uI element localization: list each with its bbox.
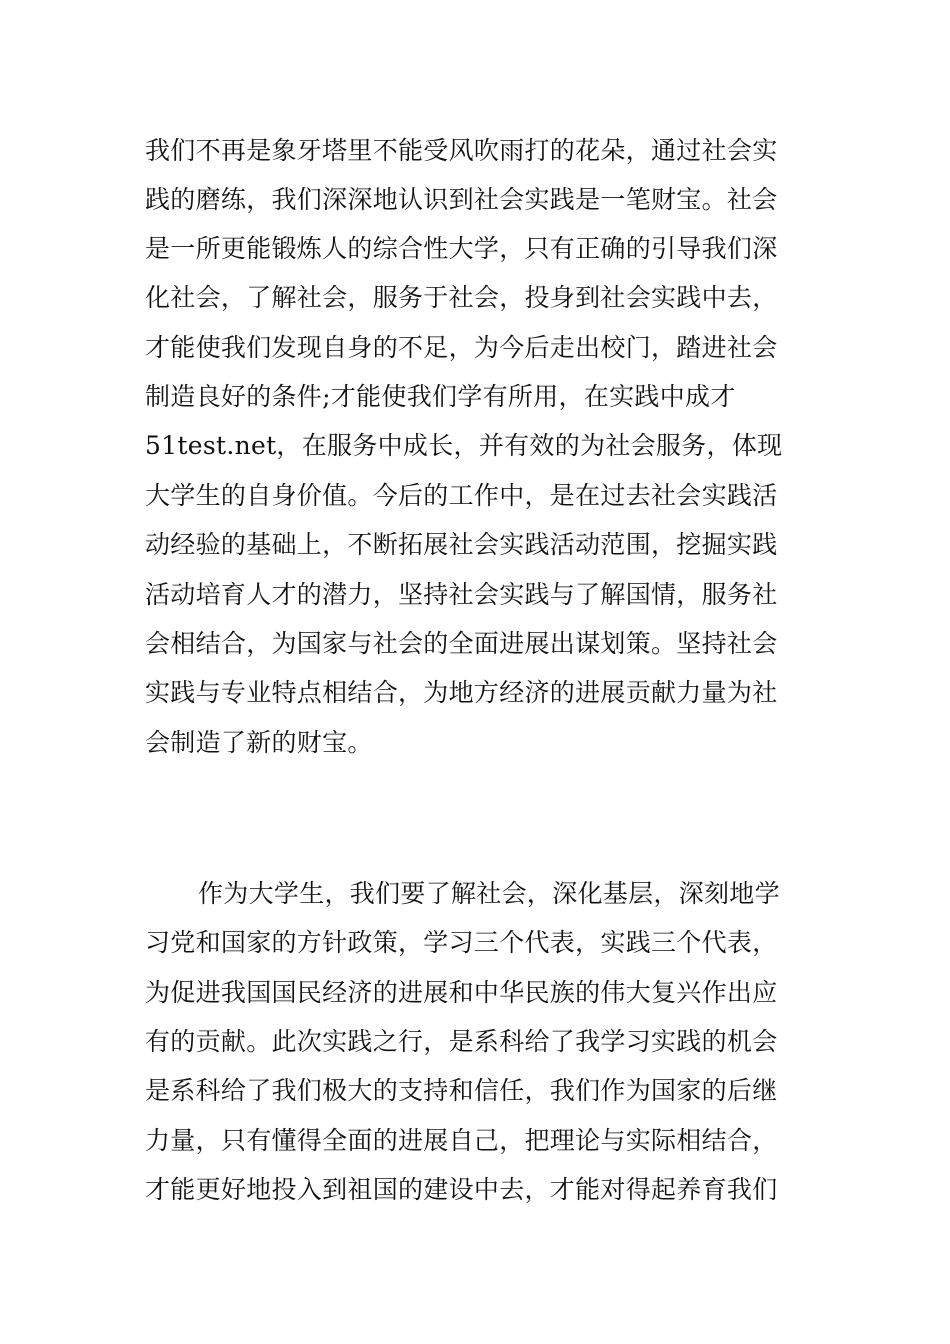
paragraph-2-line: 是系科给了我们极大的支持和信任，我们作为国家的后继 bbox=[145, 1076, 778, 1105]
paragraph-1-line: 51test.net，在服务中成长，并有效的为社会服务，体现 bbox=[145, 431, 783, 460]
paragraph-1-line: 制造良好的条件;才能使我们学有所用，在实践中成才 bbox=[145, 382, 736, 411]
paragraph-1-line: 活动培育人才的潜力，坚持社会实践与了解国情，服务社 bbox=[145, 580, 778, 609]
paragraph-2-line: 有的贡献。此次实践之行，是系科给了我学习实践的机会 bbox=[145, 1027, 778, 1056]
paragraph-1-line: 是一所更能锻炼人的综合性大学，只有正确的引导我们深 bbox=[145, 234, 778, 263]
paragraph-1-line: 化社会，了解社会，服务于社会，投身到社会实践中去， bbox=[145, 283, 778, 312]
paragraph-2-line: 力量，只有懂得全面的进展自己，把理论与实际相结合， bbox=[145, 1126, 778, 1155]
paragraph-2-line: 习党和国家的方针政策，学习三个代表，实践三个代表， bbox=[145, 928, 778, 957]
paragraph-1-line: 会相结合，为国家与社会的全面进展出谋划策。坚持社会 bbox=[145, 629, 778, 658]
paragraph-1-line: 践的磨练，我们深深地认识到社会实践是一笔财宝。社会 bbox=[145, 185, 778, 214]
paragraph-2-line: 为促进我国国民经济的进展和中华民族的伟大复兴作出应 bbox=[145, 978, 778, 1007]
paragraph-1-line: 我们不再是象牙塔里不能受风吹雨打的花朵，通过社会实 bbox=[145, 136, 778, 165]
paragraph-2-line: 才能更好地投入到祖国的建设中去，才能对得起养育我们 bbox=[145, 1175, 778, 1204]
paragraph-1-line: 大学生的自身价值。今后的工作中，是在过去社会实践活 bbox=[145, 481, 778, 510]
paragraph-1-line: 实践与专业特点相结合，为地方经济的进展贡献力量为社 bbox=[145, 678, 778, 707]
paragraph-1-line: 才能使我们发现自身的不足，为今后走出校门，踏进社会 bbox=[145, 333, 778, 362]
paragraph-1-line: 动经验的基础上，不断拓展社会实践活动范围，挖掘实践 bbox=[145, 530, 778, 559]
paragraph-1-line: 会制造了新的财宝。 bbox=[145, 728, 373, 757]
paragraph-2-line: 作为大学生，我们要了解社会，深化基层，深刻地学 bbox=[198, 879, 780, 908]
